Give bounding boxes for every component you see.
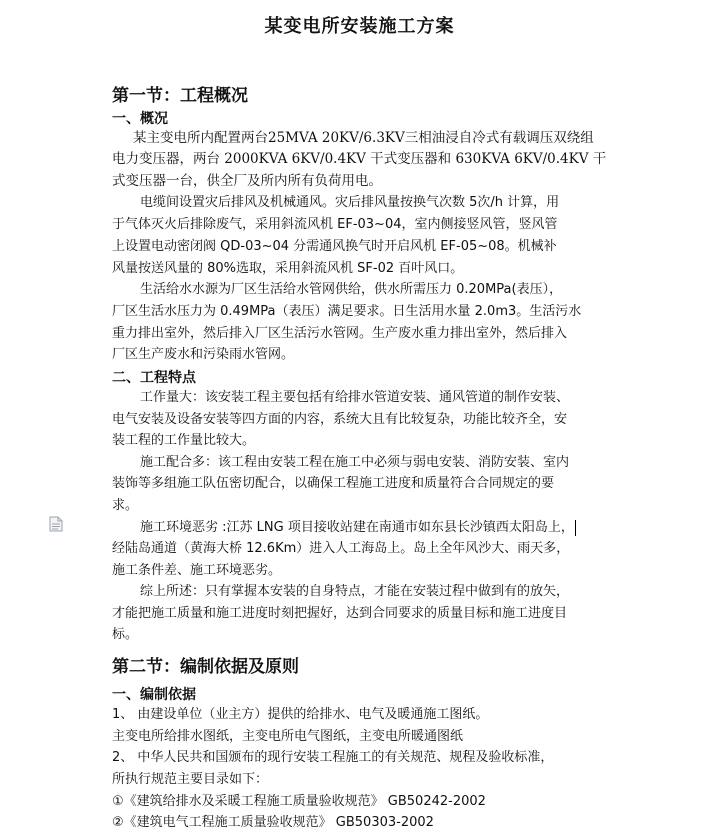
p7-line1: 综上所述：只有掌握本安装的自身特点，才能在安装过程中做到有的放矢，: [140, 584, 570, 599]
p4-line2: 电气安装及设备安装等四方面的内容，系统大且有比较复杂，功能比较齐全，安: [112, 412, 568, 427]
p1-line3: 式变压器一台，供全厂及所内所有负荷用电。: [112, 173, 382, 189]
document-icon[interactable]: [49, 516, 63, 532]
section2-heading: 第二节：编制依据及原则: [112, 657, 299, 677]
text-cursor: [575, 520, 576, 536]
basis-line4: 所执行规范主要目录如下：: [112, 772, 269, 787]
section2-sub1: 一、编制依据: [112, 687, 196, 703]
p3-line2: 厂区生活水压力为 0.49MPa（表压）满足要求。日生活用水量 2.0m3。生活污水: [112, 304, 582, 319]
p3-line1: 生活给水水源为厂区生活给水管网供给，供水所需压力 0.20MPa(表压），: [140, 282, 563, 297]
p4-line1: 工作量大：该安装工程主要包括有给排水管道安装、通风管道的制作安装、: [140, 390, 570, 405]
p2-line2: 于气体灭火后排除废气，采用斜流风机 EF-03~04，室内侧接竖风管，竖风管: [112, 217, 558, 232]
p5-line3: 求。: [112, 498, 139, 513]
p6-line1[interactable]: [140, 518, 576, 538]
p1-line1: 某主变电所内配置两台25MVA 20KV/6.3KV三相油浸自冷式有载调压双绕组: [133, 130, 594, 146]
section1-sub2: 二、工程特点: [112, 370, 196, 386]
p5-line1: 施工配合多：该工程由安装工程在施工中必须与弱电安装、消防安装、室内: [140, 455, 570, 470]
p1-line2: 电力变压器，两台 2000KVA 6KV/0.4KV 干式变压器和 630KVA 6KV/0.4KV 干: [112, 151, 607, 167]
p6-line3: 施工条件差、施工环境恶劣。: [112, 563, 282, 578]
p2-line3: 上设置电动密闭阀 QD-03~04 分需通风换气时开启风机 EF-05~08。机械补: [112, 239, 557, 254]
p6-line1-text: 施工环境恶劣 :江苏 LNG 项目接收站建在南通市如东县长沙镇西太阳岛上，: [140, 520, 574, 535]
p6-line2: 经陆岛通道（黄海大桥 12.6Km）进入人工海岛上。岛上全年风沙大、雨天多，: [112, 541, 570, 556]
basis-line2: 主变电所给排水图纸，主变电所电气图纸，主变电所暖通图纸: [112, 729, 464, 744]
section1-heading: 第一节：工程概况: [112, 86, 248, 106]
document-title: 某变电所安装施工方案: [264, 16, 455, 37]
basis-line6: ②《建筑电气工程施工质量验收规范》 GB50303-2002: [112, 815, 434, 830]
p2-line1: 电缆间设置灾后排风及机械通风。灾后排风量按换气次数 5次/h 计算，用: [140, 195, 560, 210]
basis-line3: 2、 中华人民共和国颁布的现行安装工程施工的有关规范、规程及验收标准，: [112, 750, 554, 765]
section1-sub1: 一、概况: [112, 111, 168, 127]
basis-line5: ①《建筑给排水及采暖工程施工质量验收规范》 GB50242-2002: [112, 794, 486, 809]
p4-line3: 装工程的工作量比较大。: [112, 433, 256, 448]
p2-line4: 风量按送风量的 80%选取，采用斜流风机 SF-02 百叶风口。: [112, 261, 464, 276]
p3-line3: 重力排出室外，然后排入厂区生活污水管网。生产废水重力排出室外，然后排入: [112, 326, 568, 341]
p5-line2: 装饰等多组施工队伍密切配合，以确保工程施工进度和质量符合合同规定的要: [112, 476, 555, 491]
p7-line3: 标。: [112, 627, 139, 642]
p7-line2: 才能把施工质量和施工进度时刻把握好，达到合同要求的质量目标和施工进度目: [112, 606, 568, 621]
basis-line1: 1、 由建设单位（业主方）提供的给排水、电气及暖通施工图纸。: [112, 707, 489, 722]
p3-line4: 厂区生产废水和污染雨水管网。: [112, 347, 295, 362]
